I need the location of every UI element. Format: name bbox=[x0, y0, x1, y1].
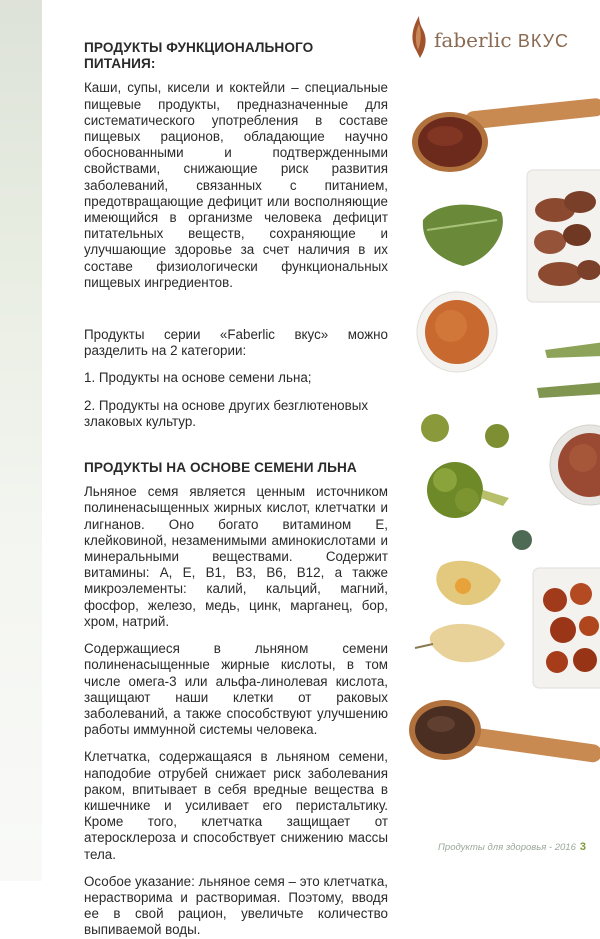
flax-paragraph-4: Особое указание: льняное семя – это клетчатка, нерастворима и растворимая. Поэтому, вводя ее в свой рацион, увеличьте количество выпиваемой воды. bbox=[84, 873, 388, 938]
category-item-1: 1. Продукты на основе семени льна; bbox=[84, 370, 312, 386]
physalis-image bbox=[436, 561, 501, 605]
flax-seed-bowl-image bbox=[550, 425, 600, 505]
flax-paragraph-2: Содержащиеся в льняном семени полиненасыщенные жирные кислоты, в том числе омега-3 или альфа-линолевая кислота, защищают наши клетки от раковых заболеваний, а также способствуют улучшению работы иммунной системы человека. bbox=[84, 641, 388, 738]
page-number: 3 bbox=[579, 841, 586, 853]
flame-icon bbox=[408, 14, 430, 60]
footer-label: Продукты для здоровья - 2016 bbox=[438, 842, 576, 853]
section1-body: Каши, супы, кисели и коктейли – специальные пищевые продукты, предназначенные для систематического употребления в составе пищевых рационов, обладающие научно обоснованными и подтвержденными свойствами, снижающие риск развития заболеваний, связанных с питанием, предотвращающие дефицит или восполняющие имеющийся в организме человека дефицит питательных веществ, сохраняющие и улучшающие здоровье за счет наличия в их составе физиологически функциональных пищевых ингредиентов. bbox=[84, 80, 388, 290]
section1-intro: Продукты серии «Faberlic вкус» можно разделить на 2 категории: bbox=[84, 327, 388, 359]
flax-paragraph-1: Льняное семя является ценным источником полиненасыщенных жирных кислот, клетчатки и лигнанов. Оно богато витамином Е, клейковиной, незаменимыми аминокислотами и минеральными веществами. Содержит витамины: А, Е, В1, В3, В6, В12, а также микроэлементы: калий, кальций, магний, фосфор, железо, медь, цинк, марганец, бор, хром, натрий. bbox=[84, 484, 388, 629]
decorative-gradient-strip bbox=[0, 0, 42, 881]
physalis-image-2 bbox=[415, 624, 505, 662]
flax-paragraph-3: Клетчатка, содержащаяся в льняном семени, наподобие отрубей снижает риск заболевания раком, впитывает в себя вредные вещества в кишечнике и усиливает его перистальтику. Кроме того, клетчатка защищает от атеросклероза и способствует снижению массы тела. bbox=[84, 749, 388, 862]
spoon-seeds-image bbox=[409, 700, 600, 763]
section2-heading: ПРОДУКТЫ НА ОСНОВЕ СЕМЕНИ ЛЬНА bbox=[84, 460, 357, 476]
faberlic-logo bbox=[408, 14, 588, 62]
cocoa-beans-bowl-image bbox=[527, 170, 600, 302]
category-item-2: 2. Продукты на основе других безглютеновых злаковых культур. bbox=[84, 397, 369, 429]
main-text-column bbox=[84, 40, 388, 939]
broccoli-image bbox=[421, 414, 509, 518]
spoon-rice-image bbox=[412, 97, 600, 172]
dried-fruit-bowl-image bbox=[533, 568, 600, 688]
asparagus-image bbox=[537, 342, 600, 398]
page-footer bbox=[438, 841, 586, 853]
food-photo-column bbox=[405, 70, 600, 790]
leaf-image bbox=[423, 205, 503, 266]
section1-heading: ПРОДУКТЫ ФУНКЦИОНАЛЬНОГО ПИТАНИЯ: bbox=[84, 40, 314, 72]
spice-bowl-image bbox=[417, 292, 497, 372]
pea-image bbox=[512, 530, 532, 550]
logo-sub-text: ВКУС bbox=[517, 31, 570, 51]
logo-brand-text: faberlic bbox=[434, 28, 512, 52]
